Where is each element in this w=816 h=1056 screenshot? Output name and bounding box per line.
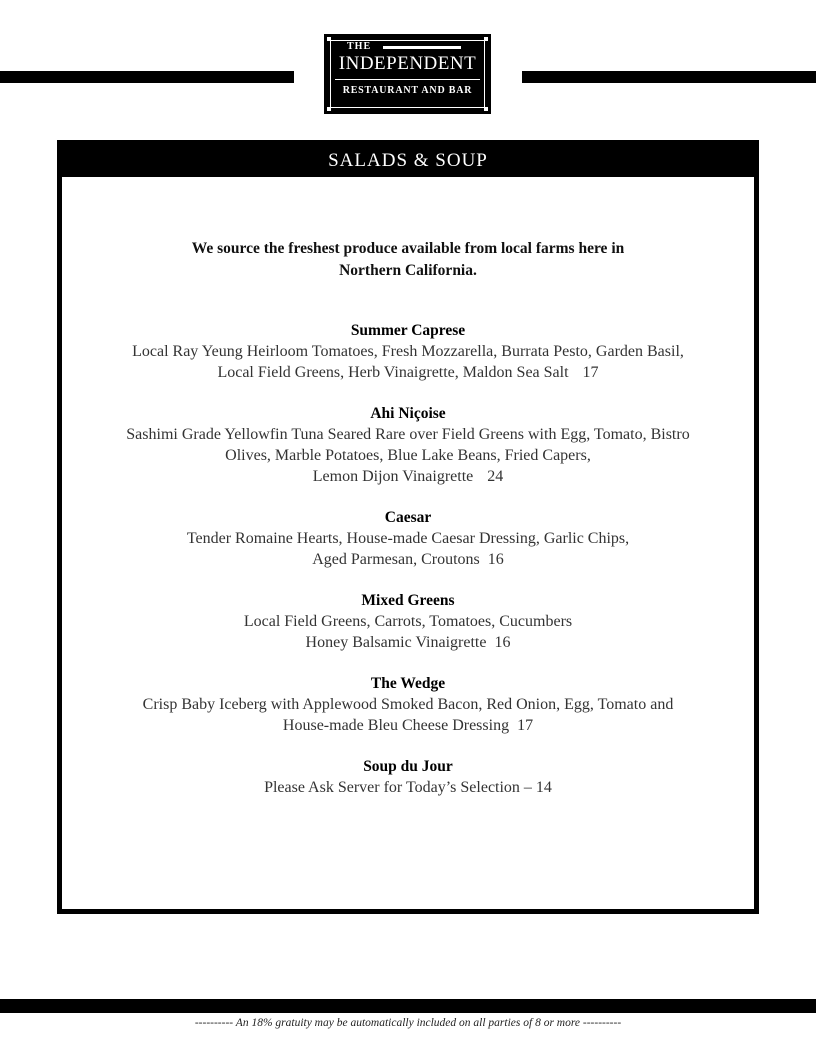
menu-item-price: 17 xyxy=(582,364,599,381)
menu-item-desc: Please Ask Server for Today’s Selection – 14 xyxy=(264,779,552,796)
menu-item-desc: Local Field Greens, Carrots, Tomatoes, Cucumbers xyxy=(243,613,573,630)
menu-item-summer-caprese xyxy=(62,321,754,383)
menu-item-desc: Sashimi Grade Yellowfin Tuna Seared Rare over Field Greens with Egg, Tomato, Bistro xyxy=(126,426,690,443)
logo-subtitle: RESTAURANT AND BAR xyxy=(342,85,473,96)
header-rule-right xyxy=(522,71,816,83)
logo-corner-dot xyxy=(327,37,331,41)
logo-the: THE xyxy=(347,41,372,52)
logo-corner-dot xyxy=(327,107,331,111)
menu-item-desc: Tender Romaine Hearts, House-made Caesar Dressing, Garlic Chips, xyxy=(186,530,630,547)
menu-item-soup-du-jour xyxy=(62,757,754,798)
menu-item-name: Soup du Jour xyxy=(363,758,453,775)
menu-item-desc: Crisp Baby Iceberg with Applewood Smoked Bacon, Red Onion, Egg, Tomato and xyxy=(142,696,674,713)
intro-line: We source the freshest produce available from local farms here in xyxy=(191,240,625,257)
intro-line: Northern California. xyxy=(339,262,477,279)
menu-item-ahi-nicoise xyxy=(62,404,754,487)
menu-item-name: Summer Caprese xyxy=(350,322,466,339)
section-title: SALADS & SOUP xyxy=(328,150,488,171)
menu-item-price: 16 xyxy=(487,551,504,568)
menu-item-desc: Olives, Marble Potatoes, Blue Lake Beans, Fried Capers, xyxy=(225,447,591,464)
menu-item-desc-line: Local Field Greens, Herb Vinaigrette, Maldon Sea Salt xyxy=(217,364,569,381)
menu-item-desc xyxy=(62,362,754,383)
menu-item-price: 24 xyxy=(487,468,504,485)
menu-item-name: The Wedge xyxy=(370,675,446,692)
menu-item-price: 17 xyxy=(517,717,534,734)
gratuity-note: ---------- An 18% gratuity may be automatically included on all parties of 8 or more ---------- xyxy=(194,1017,622,1029)
menu-item-desc-line: House-made Bleu Cheese Dressing xyxy=(282,717,510,734)
menu-item-name: Mixed Greens xyxy=(361,592,455,609)
footer-rule xyxy=(0,999,816,1013)
section-header xyxy=(62,145,754,177)
logo-corner-dot xyxy=(484,37,488,41)
restaurant-logo xyxy=(324,34,491,114)
menu-item-desc xyxy=(62,715,754,736)
menu-item-desc-line: Aged Parmesan, Croutons xyxy=(312,551,480,568)
header-rule-left xyxy=(0,71,294,83)
logo-corner-dot xyxy=(484,107,488,111)
menu-item-desc xyxy=(62,549,754,570)
menu-item-desc-line: Lemon Dijon Vinaigrette xyxy=(312,468,474,485)
menu-item-mixed-greens xyxy=(62,591,754,653)
menu-item-caesar xyxy=(62,508,754,570)
intro-text xyxy=(62,238,754,282)
menu-item-price: 16 xyxy=(494,634,511,651)
menu-item-name: Caesar xyxy=(384,509,432,526)
menu-item-name: Ahi Niçoise xyxy=(370,405,446,422)
menu-item-the-wedge xyxy=(62,674,754,736)
logo-name: INDEPENDENT xyxy=(338,53,477,74)
menu-item-desc xyxy=(62,466,754,487)
menu-item-desc-line: Honey Balsamic Vinaigrette xyxy=(305,634,487,651)
logo-rule xyxy=(383,46,461,49)
menu-item-desc xyxy=(62,632,754,653)
logo-underline xyxy=(335,79,480,80)
menu-item-desc: Local Ray Yeung Heirloom Tomatoes, Fresh Mozzarella, Burrata Pesto, Garden Basil, xyxy=(132,343,684,360)
menu-frame xyxy=(57,140,759,914)
